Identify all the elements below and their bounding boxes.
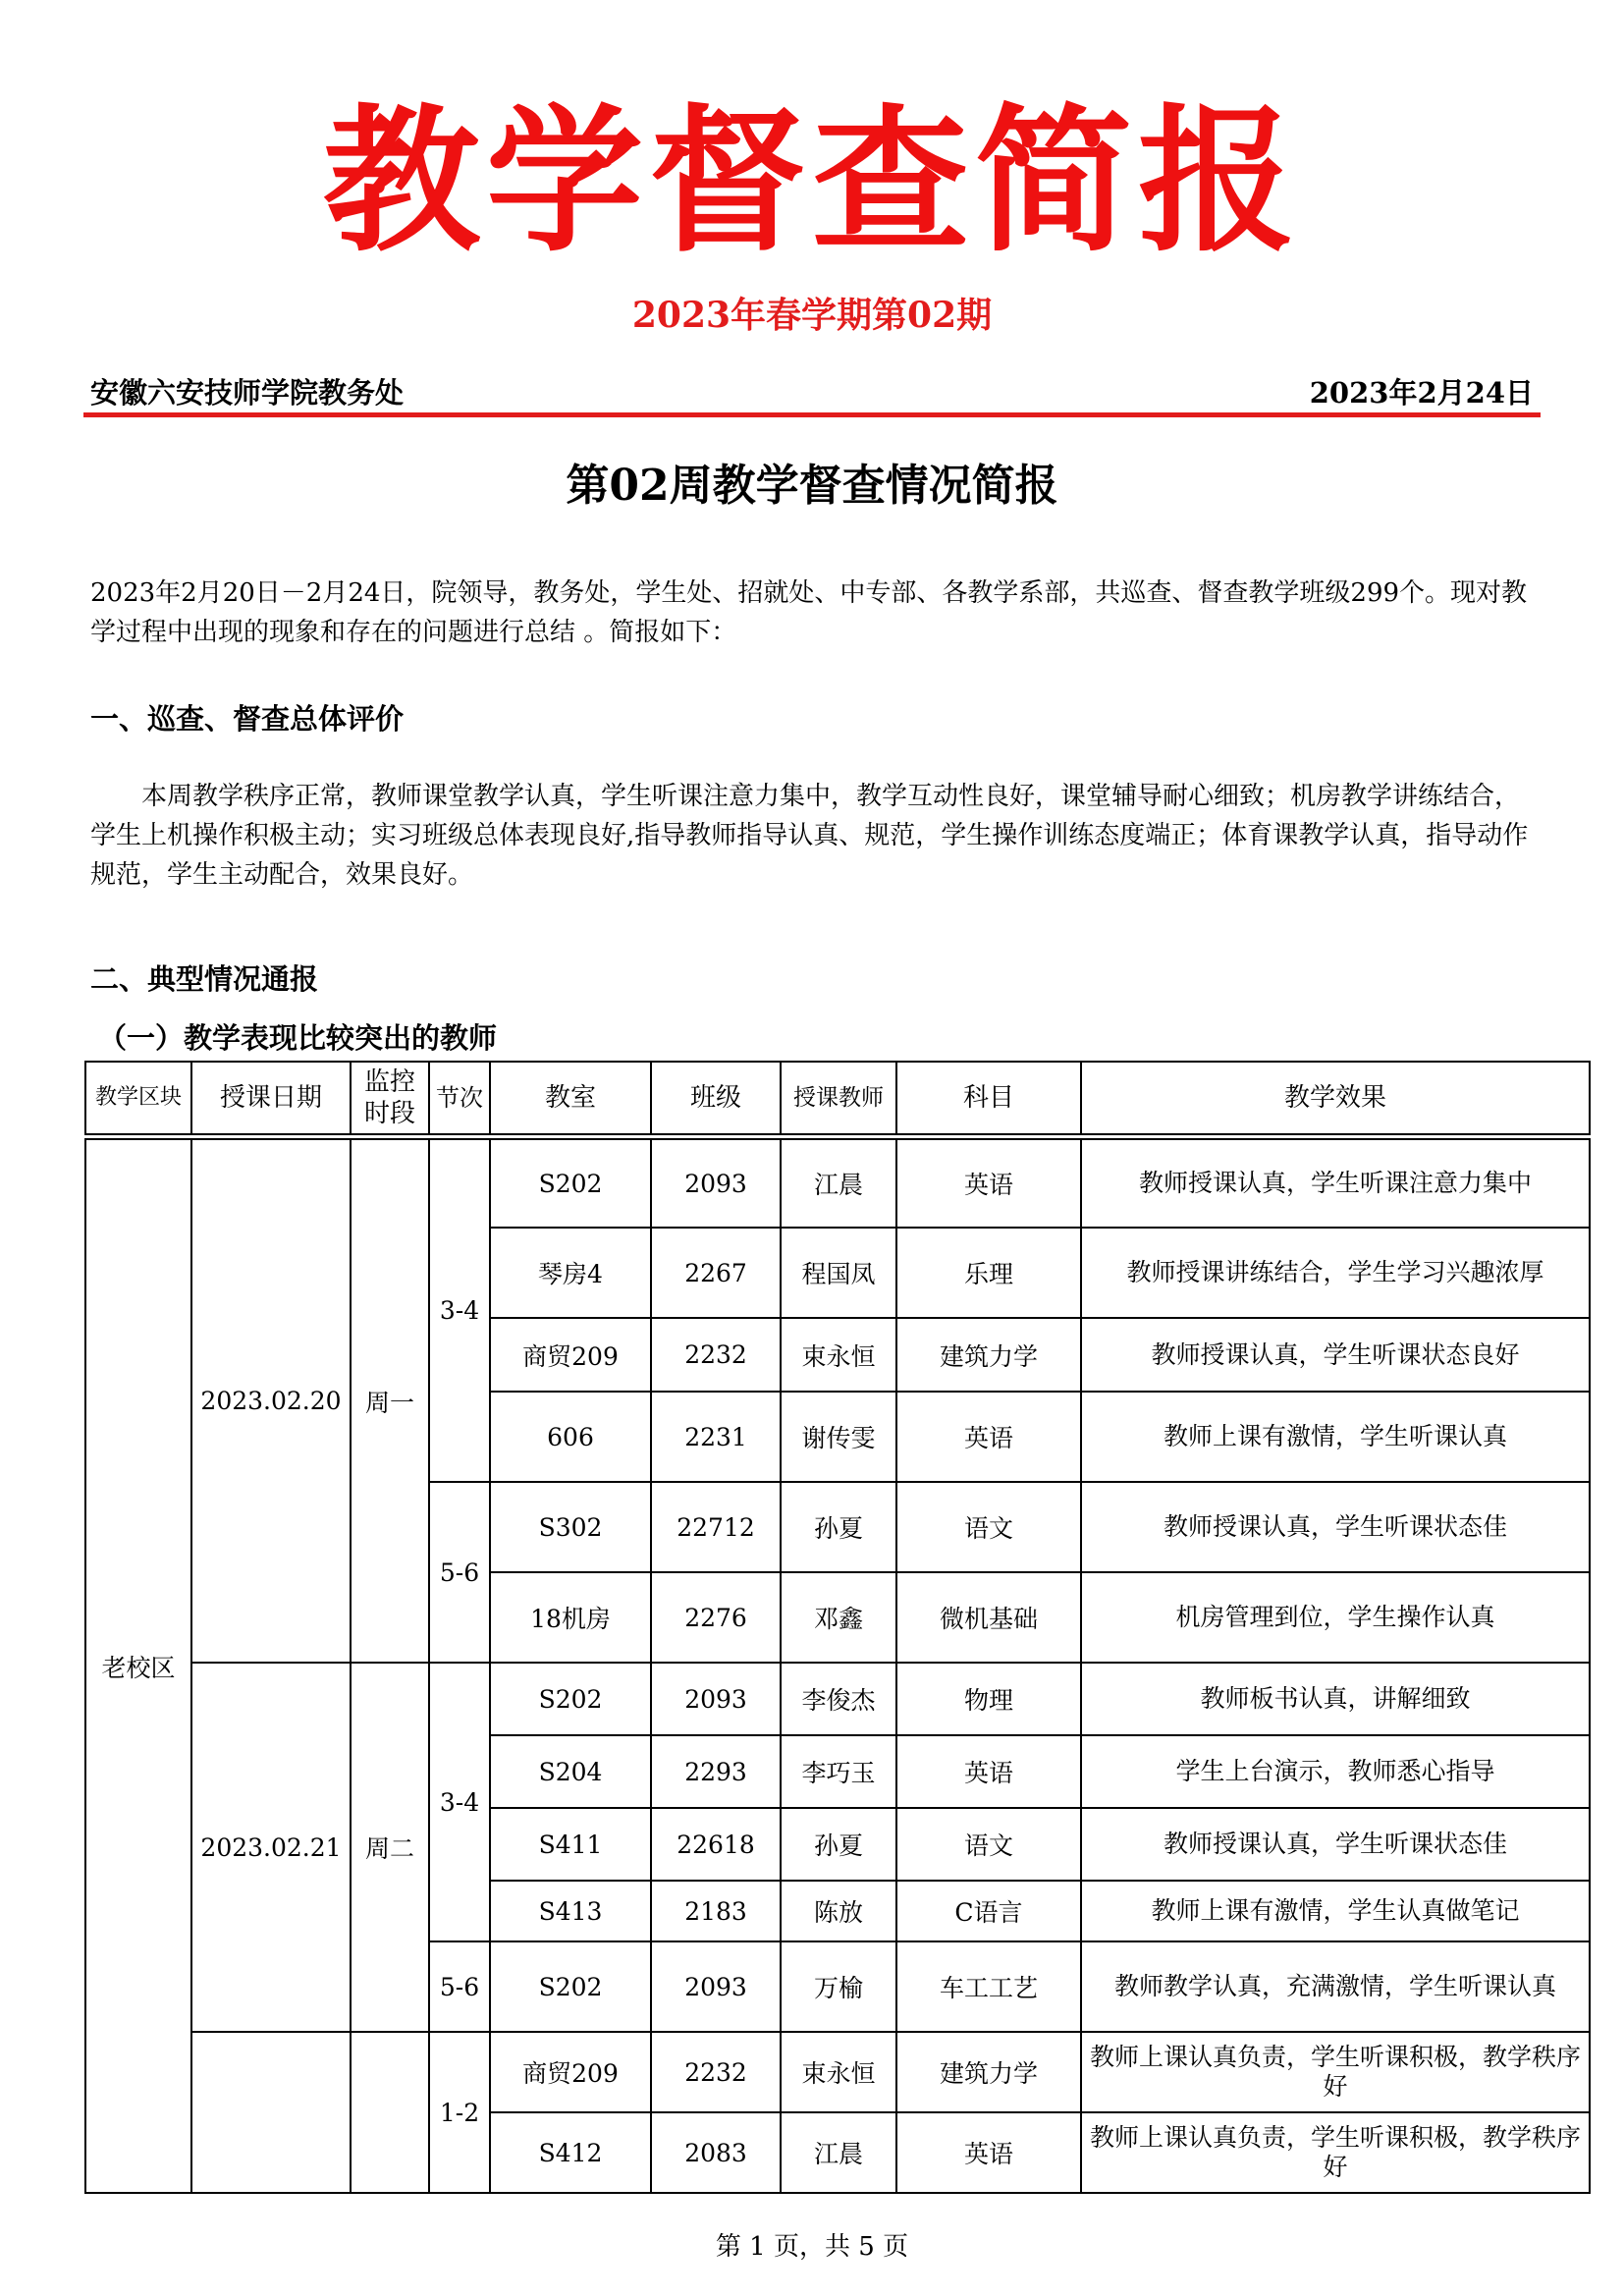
room-cell: 18机房 xyxy=(490,1572,651,1663)
evaluation-paragraph: 本周教学秩序正常，教师课堂教学认真，学生听课注意力集中，教学互动性良好，课堂辅导耐心细致；机房教学讲练结合，学生上机操作积极主动；实习班级总体表现良好,指导教师指导认真、规范，学生操作训练态度端正；体育课教学认真，指导动作规范，学生主动配合，效果良好。 xyxy=(90,782,1529,890)
teacher-cell: 李巧玉 xyxy=(781,1735,896,1808)
room-cell: S411 xyxy=(490,1808,651,1881)
subject-cell: C语言 xyxy=(896,1881,1081,1941)
effect-cell: 机房管理到位，学生操作认真 xyxy=(1081,1572,1590,1663)
header-teacher: 授课教师 xyxy=(781,1062,896,1134)
table-row xyxy=(85,2032,1590,2112)
room-cell: S202 xyxy=(490,1663,651,1735)
subject-cell: 英语 xyxy=(896,1139,1081,1228)
issuer-office: 安徽六安技师学院教务处 xyxy=(90,376,405,410)
subject-cell: 微机基础 xyxy=(896,1572,1081,1663)
teacher-cell: 谢传雯 xyxy=(781,1392,896,1482)
subsection-heading-outstanding: （一）教学表现比较突出的教师 xyxy=(98,1021,498,1055)
effect-cell: 教师教学认真，充满激情，学生听课认真 xyxy=(1081,1941,1590,2032)
period-cell: 1-2 xyxy=(429,2032,490,2193)
issuer-line xyxy=(90,365,1534,410)
subject-cell: 车工工艺 xyxy=(896,1941,1081,2032)
effect-cell: 教师上课有激情，学生认真做笔记 xyxy=(1081,1881,1590,1941)
room-cell: 606 xyxy=(490,1392,651,1482)
room-cell: S413 xyxy=(490,1881,651,1941)
issue-number: 2023年春学期第02期 xyxy=(631,295,993,336)
document-title: 第02周教学督查情况简报 xyxy=(566,461,1058,511)
effect-cell: 教师授课认真，学生听课状态良好 xyxy=(1081,1318,1590,1392)
subject-cell: 乐理 xyxy=(896,1228,1081,1318)
weekday-cell: 周一 xyxy=(351,1139,429,1663)
supervision-table xyxy=(84,1061,1591,2194)
teacher-cell: 程国凤 xyxy=(781,1228,896,1318)
effect-cell: 教师上课认真负责，学生听课积极，教学秩序好 xyxy=(1081,2112,1590,2193)
header-date: 授课日期 xyxy=(191,1062,351,1134)
period-cell: 5-6 xyxy=(429,1941,490,2032)
header-area: 教学区块 xyxy=(85,1062,191,1134)
subject-cell: 英语 xyxy=(896,2112,1081,2193)
period-cell: 5-6 xyxy=(429,1482,490,1663)
date-cell: 2023.02.21 xyxy=(191,1663,351,2032)
subject-cell: 英语 xyxy=(896,1392,1081,1482)
teacher-cell: 李俊杰 xyxy=(781,1663,896,1735)
page-footer: 第 1 页，共 5 页 xyxy=(715,2232,909,2262)
room-cell: S202 xyxy=(490,1139,651,1228)
header-subject: 科目 xyxy=(896,1062,1081,1134)
teacher-cell: 万榆 xyxy=(781,1941,896,2032)
header-classroom: 教室 xyxy=(490,1062,651,1134)
room-cell: S412 xyxy=(490,2112,651,2193)
room-cell: S302 xyxy=(490,1482,651,1572)
header-timeslot: 监控时段 xyxy=(351,1062,429,1134)
section-heading-typical: 二、典型情况通报 xyxy=(90,962,319,996)
effect-cell: 学生上台演示，教师悉心指导 xyxy=(1081,1735,1590,1808)
class-cell: 2276 xyxy=(651,1572,781,1663)
teacher-cell: 邓鑫 xyxy=(781,1572,896,1663)
room-cell: 琴房4 xyxy=(490,1228,651,1318)
effect-cell: 教师授课认真，学生听课状态佳 xyxy=(1081,1808,1590,1881)
red-divider xyxy=(83,412,1541,417)
header-period: 节次 xyxy=(429,1062,490,1134)
effect-cell: 教师授课认真，学生听课状态佳 xyxy=(1081,1482,1590,1572)
teacher-cell: 束永恒 xyxy=(781,1318,896,1392)
room-cell: S202 xyxy=(490,1941,651,2032)
table-header-row xyxy=(85,1062,1590,1134)
teacher-cell: 孙夏 xyxy=(781,1808,896,1881)
period-cell: 3-4 xyxy=(429,1663,490,1941)
class-cell: 2083 xyxy=(651,2112,781,2193)
teacher-cell: 陈放 xyxy=(781,1881,896,1941)
subject-cell: 物理 xyxy=(896,1663,1081,1735)
campus-cell: 老校区 xyxy=(85,1139,191,2193)
class-cell: 2267 xyxy=(651,1228,781,1318)
class-cell: 2093 xyxy=(651,1663,781,1735)
date-cell: 2023.02.20 xyxy=(191,1139,351,1663)
subject-cell: 英语 xyxy=(896,1735,1081,1808)
class-cell: 2231 xyxy=(651,1392,781,1482)
table-row xyxy=(85,1139,1590,1228)
room-cell: 商贸209 xyxy=(490,2032,651,2112)
class-cell: 2093 xyxy=(651,1139,781,1228)
masthead-title: 教学督查简报 xyxy=(322,89,1301,273)
teacher-cell: 江晨 xyxy=(781,2112,896,2193)
class-cell: 2093 xyxy=(651,1941,781,2032)
subject-cell: 建筑力学 xyxy=(896,2032,1081,2112)
effect-cell: 教师授课讲练结合，学生学习兴趣浓厚 xyxy=(1081,1228,1590,1318)
room-cell: 商贸209 xyxy=(490,1318,651,1392)
table-row xyxy=(85,1663,1590,1735)
effect-cell: 教师授课认真，学生听课注意力集中 xyxy=(1081,1139,1590,1228)
period-cell: 3-4 xyxy=(429,1139,490,1482)
class-cell: 2293 xyxy=(651,1735,781,1808)
room-cell: S204 xyxy=(490,1735,651,1808)
effect-cell: 教师板书认真，讲解细致 xyxy=(1081,1663,1590,1735)
intro-paragraph: 2023年2月20日－2月24日，院领导，教务处，学生处、招就处、中专部、各教学系部，共巡查、督查教学班级299个。现对教学过程中出现的现象和存在的问题进行总结 。简报如下： xyxy=(90,578,1528,647)
class-cell: 2183 xyxy=(651,1881,781,1941)
teacher-cell: 束永恒 xyxy=(781,2032,896,2112)
subject-cell: 语文 xyxy=(896,1482,1081,1572)
date-cell xyxy=(191,2032,351,2193)
teacher-cell: 江晨 xyxy=(781,1139,896,1228)
section-heading-evaluation: 一、巡查、督查总体评价 xyxy=(90,702,405,736)
class-cell: 2232 xyxy=(651,1318,781,1392)
header-class: 班级 xyxy=(651,1062,781,1134)
header-effect: 教学效果 xyxy=(1081,1062,1590,1134)
class-cell: 22712 xyxy=(651,1482,781,1572)
class-cell: 2232 xyxy=(651,2032,781,2112)
subject-cell: 建筑力学 xyxy=(896,1318,1081,1392)
weekday-cell: 周二 xyxy=(351,1663,429,2032)
subject-cell: 语文 xyxy=(896,1808,1081,1881)
effect-cell: 教师上课有激情，学生听课认真 xyxy=(1081,1392,1590,1482)
effect-cell: 教师上课认真负责，学生听课积极，教学秩序好 xyxy=(1081,2032,1590,2112)
class-cell: 22618 xyxy=(651,1808,781,1881)
issue-date: 2023年2月24日 xyxy=(1309,376,1534,410)
weekday-cell xyxy=(351,2032,429,2193)
teacher-cell: 孙夏 xyxy=(781,1482,896,1572)
